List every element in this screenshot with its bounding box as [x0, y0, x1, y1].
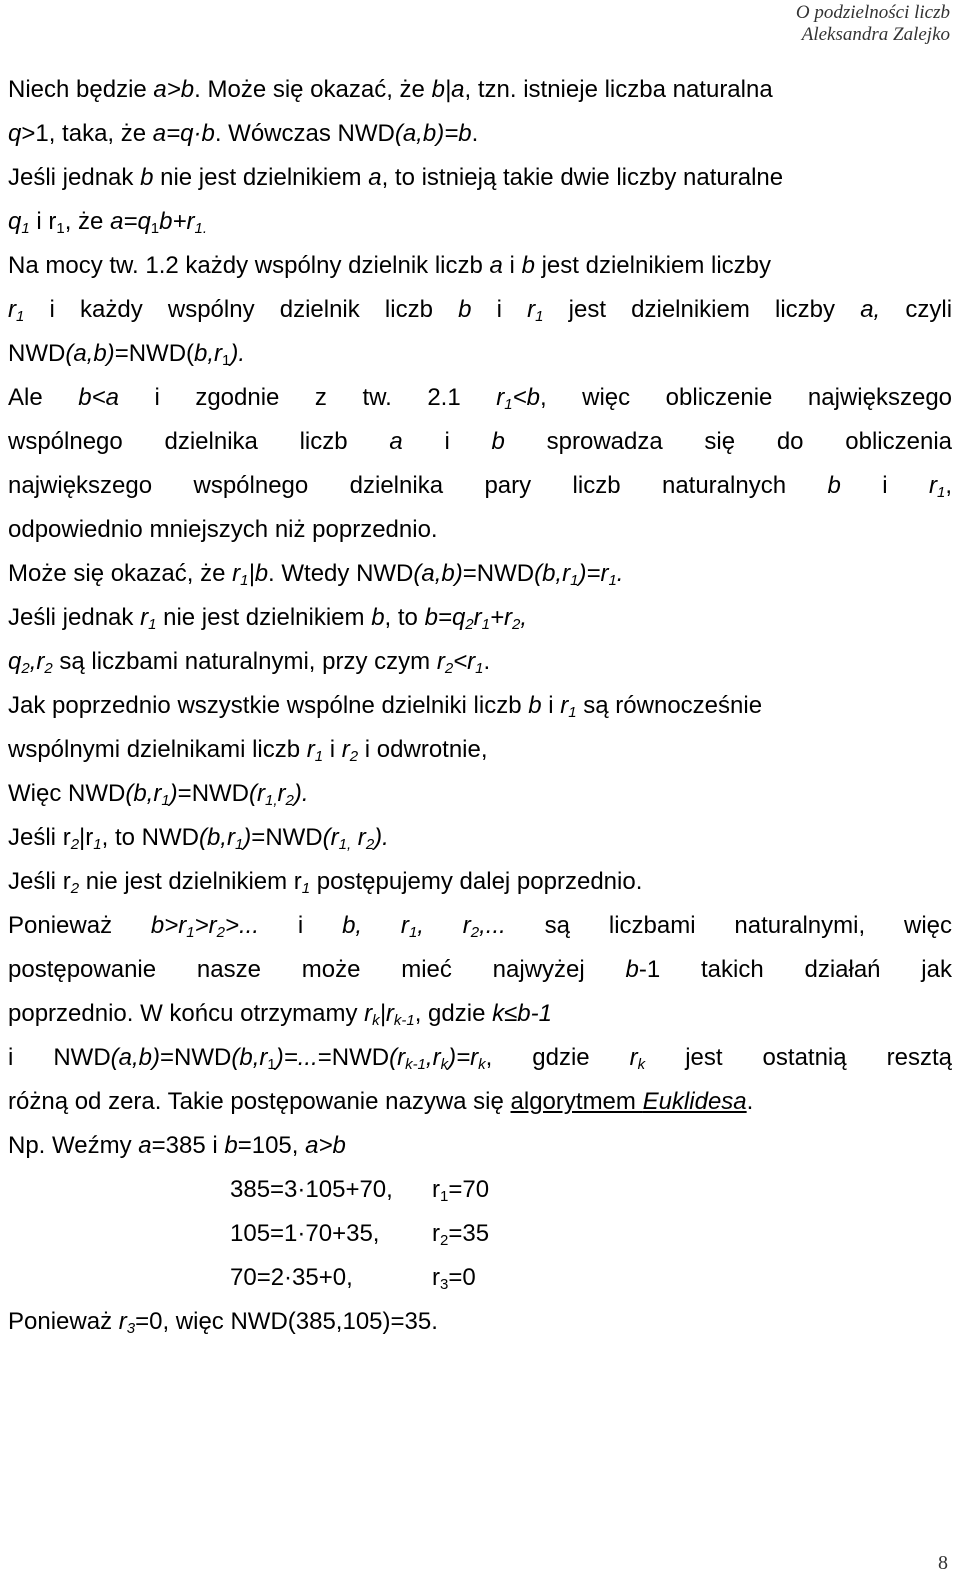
document-body [8, 68, 952, 1344]
text-line: największego wspólnego dzielnika pary liczb naturalnych b i $r_1$, [8, 472, 952, 501]
text-line: Np. Weźmy a=385 i b=105, a>b [8, 1132, 346, 1159]
text-line: $q_1$ i $r_1$, że $a=q_1b+r_{1.}$ [8, 208, 208, 237]
text-line: Ale b<a i zgodnie z tw. 2.1 $r_1<b$, więc obliczenie największego [8, 384, 952, 413]
text-line: $NWD(a,b)=NWD(b,r_1)$. [8, 340, 246, 369]
text-line: Niech będzie a>b. Może się okazać, że b|a, tzn. istnieje liczba naturalna [8, 76, 773, 103]
text-line: Jeśli $r_2|r_1$, to $NWD(b,r_1)=NWD(r_{1,}$ $r_2$). [8, 824, 389, 853]
text-line: postępowanie nasze może mieć najwyżej b-1 takich działań jak [8, 956, 952, 983]
text-line: $r_1$ i każdy wspólny dzielnik liczb b i $r_1$ jest dzielnikiem liczby a, czyli [8, 296, 952, 325]
equation-line: 105=1·70+35, $r_2=35$ [230, 1220, 490, 1249]
equation-line: 385=3·105+70, $r_1=70$ [230, 1176, 490, 1205]
page-number: 8 [938, 1552, 948, 1574]
text-line: Ponieważ $r_3=0$, więc NWD(385,105)=35. [8, 1308, 438, 1337]
text-line: i $NWD(a,b)=NWD(b,r_1)=...=NWD(r_{k-1},r_k)=r_k$, gdzie $r_k$ jest ostatnią resztą [8, 1044, 952, 1073]
text-line: wspólnymi dzielnikami liczb $r_1$ i $r_2$ i odwrotnie, [8, 736, 488, 765]
text-line: Na mocy tw. 1.2 każdy wspólny dzielnik liczb a i b jest dzielnikiem liczby [8, 252, 771, 279]
text-line: poprzednio. W końcu otrzymamy $r_k|r_{k-1}$, gdzie k≤b-1 [8, 1000, 552, 1029]
equation-line: 70=2·35+0, $r_3=0$ [230, 1264, 476, 1293]
header-author: Aleksandra Zalejko [801, 24, 950, 45]
text-line: Jeśli jednak b nie jest dzielnikiem a, to istnieją takie dwie liczby naturalne [8, 164, 784, 191]
text-line: różną od zera. Takie postępowanie nazywa się algorytmem Euklidesa. [8, 1088, 754, 1115]
text-line: $q_2,r_2$ są liczbami naturalnymi, przy czym $r_2<r_1$. [8, 648, 491, 677]
text-line: Jeśli jednak $r_1$ nie jest dzielnikiem b, to $b=q_2r_1+r_2$, [8, 604, 528, 633]
text-line: Może się okazać, że $r_1|b$. Wtedy $NWD(a,b)=NWD(b,r_1)=r_1$. [8, 560, 624, 589]
text-line: Ponieważ $b>r_1>r_2>$... i b, $r_1$, $r_2$,... są liczbami naturalnymi, więc [8, 912, 952, 941]
text-line: odpowiednio mniejszych niż poprzednio. [8, 516, 438, 543]
running-header [796, 2, 950, 46]
text-line: Jak poprzednio wszystkie wspólne dzielniki liczb b i $r_1$ są równocześnie [8, 692, 763, 721]
header-title: O podzielności liczb [795, 2, 950, 23]
text-line: Więc $NWD(b,r_1)=NWD(r_{1,}r_2)$. [8, 780, 309, 809]
text-line: Jeśli $r_2$ nie jest dzielnikiem $r_1$ postępujemy dalej poprzednio. [8, 868, 643, 897]
text-line: q>1, taka, że a=q·b. Wówczas NWD(a,b)=b. [8, 120, 479, 147]
text-line: wspólnego dzielnika liczb a i b sprowadza się do obliczenia [8, 428, 952, 455]
algorithm-link: algorytmem Euklidesa [510, 1088, 747, 1115]
